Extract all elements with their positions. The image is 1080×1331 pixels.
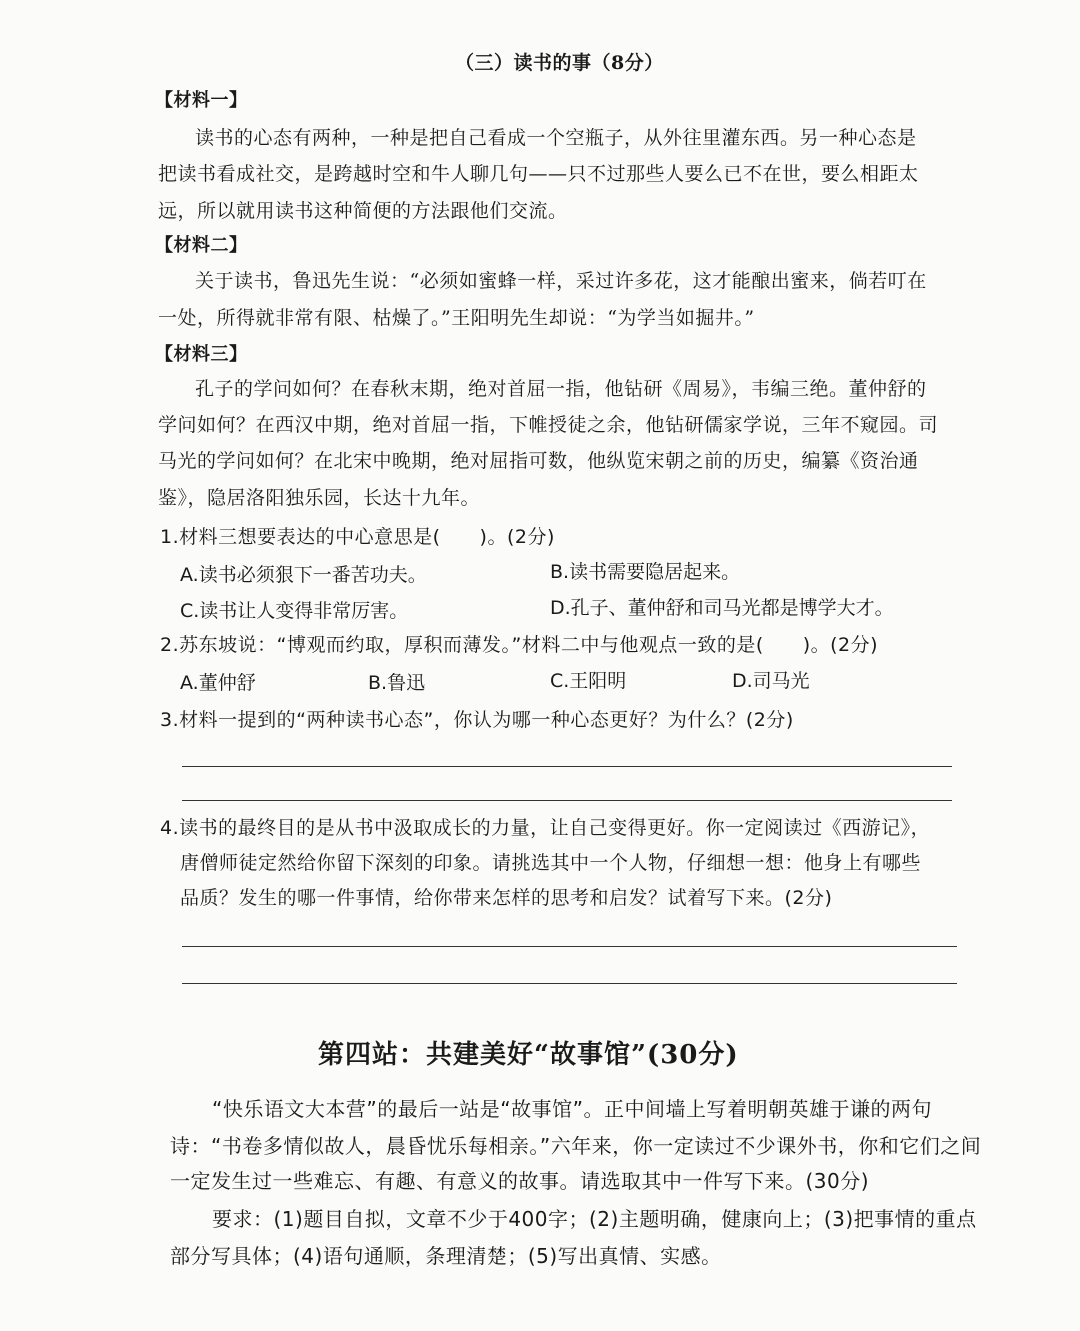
material-3-line: 孔子的学问如何？在春秋末期，绝对首屈一指，他钻研《周易》，韦编三绝。董仲舒的: [195, 378, 927, 400]
section-4-title: 第四站：共建美好“故事馆”(30分): [318, 1040, 739, 1070]
answer-line[interactable]: [182, 946, 957, 947]
section-4-line: 一定发生过一些难忘、有趣、有意义的故事。请选取其中一件写下来。(30分): [170, 1169, 870, 1193]
q2-option-d: D.司马光: [732, 670, 810, 692]
question-4-line: 4.读书的最终目的是从书中汲取成长的力量，让自己变得更好。你一定阅读过《西游记》，: [160, 817, 931, 839]
material-2-line: 关于读书，鲁迅先生说：“必须如蜜蜂一样，采过许多花，这才能酿出蜜来，倘若叮在: [195, 270, 927, 292]
q2-option-b: B.鲁迅: [368, 672, 426, 694]
section-title: （三）读书的事（8分）: [455, 52, 664, 74]
question-2: 2.苏东坡说：“博观而约取，厚积而薄发。”材料二中与他观点一致的是( )。(2分): [160, 634, 879, 656]
answer-line[interactable]: [182, 766, 952, 767]
answer-line[interactable]: [182, 983, 957, 984]
question-1: 1.材料三想要表达的中心意思是( )。(2分): [160, 526, 555, 548]
section-4-line: 诗：“书卷多情似故人，晨昏忧乐每相亲。”六年来，你一定读过不少课外书，你和它们之间: [170, 1134, 982, 1158]
answer-line[interactable]: [182, 800, 952, 801]
material-3-line: 鉴》，隐居洛阳独乐园，长达十九年。: [158, 487, 481, 509]
material-3-line: 学问如何？在西汉中期，绝对首屈一指，下帷授徒之余，他钻研儒家学说，三年不窥园。司: [158, 414, 939, 436]
material-3-line: 马光的学问如何？在北宋中晚期，绝对屈指可数，他纵览宋朝之前的历史，编纂《资治通: [158, 450, 919, 472]
section-4-line: “快乐语文大本营”的最后一站是“故事馆”。正中间墙上写着明朝英雄于谦的两句: [212, 1097, 932, 1121]
q2-option-a: A.董仲舒: [180, 672, 256, 694]
q1-option-b: B.读书需要隐居起来。: [550, 561, 741, 583]
material-1-line: 把读书看成社交，是跨越时空和牛人聊几句——只不过那些人要么已不在世，要么相距太: [158, 163, 919, 185]
q1-option-d: D.孔子、董仲舒和司马光都是博学大才。: [550, 597, 894, 619]
material-3-label: 【材料三】: [155, 344, 248, 365]
question-4-line: 品质？发生的哪一件事情，给你带来怎样的思考和启发？试着写下来。(2分): [180, 887, 833, 909]
material-1-line: 远，所以就用读书这种简便的方法跟他们交流。: [158, 200, 568, 222]
section-4-line: 要求：(1)题目自拟，文章不少于400字；(2)主题明确，健康向上；(3)把事情的重点: [212, 1207, 977, 1231]
question-4-line: 唐僧师徒定然给你留下深刻的印象。请挑选其中一个人物，仔细想一想：他身上有哪些: [180, 852, 922, 874]
material-2-label: 【材料二】: [155, 235, 248, 256]
question-3: 3.材料一提到的“两种读书心态”，你认为哪一种心态更好？为什么？(2分): [160, 709, 794, 731]
q1-option-c: C.读书让人变得非常厉害。: [180, 600, 409, 622]
q2-option-c: C.王阳明: [550, 670, 627, 692]
material-1-label: 【材料一】: [155, 90, 248, 111]
material-2-line: 一处，所得就非常有限、枯燥了。”王阳明先生却说：“为学当如掘井。”: [158, 307, 755, 329]
q1-option-a: A.读书必须狠下一番苦功夫。: [180, 564, 427, 586]
section-4-line: 部分写具体；(4)语句通顺，条理清楚；(5)写出真情、实感。: [170, 1244, 722, 1268]
material-1-line: 读书的心态有两种，一种是把自己看成一个空瓶子，从外往里灌东西。另一种心态是: [195, 127, 917, 149]
